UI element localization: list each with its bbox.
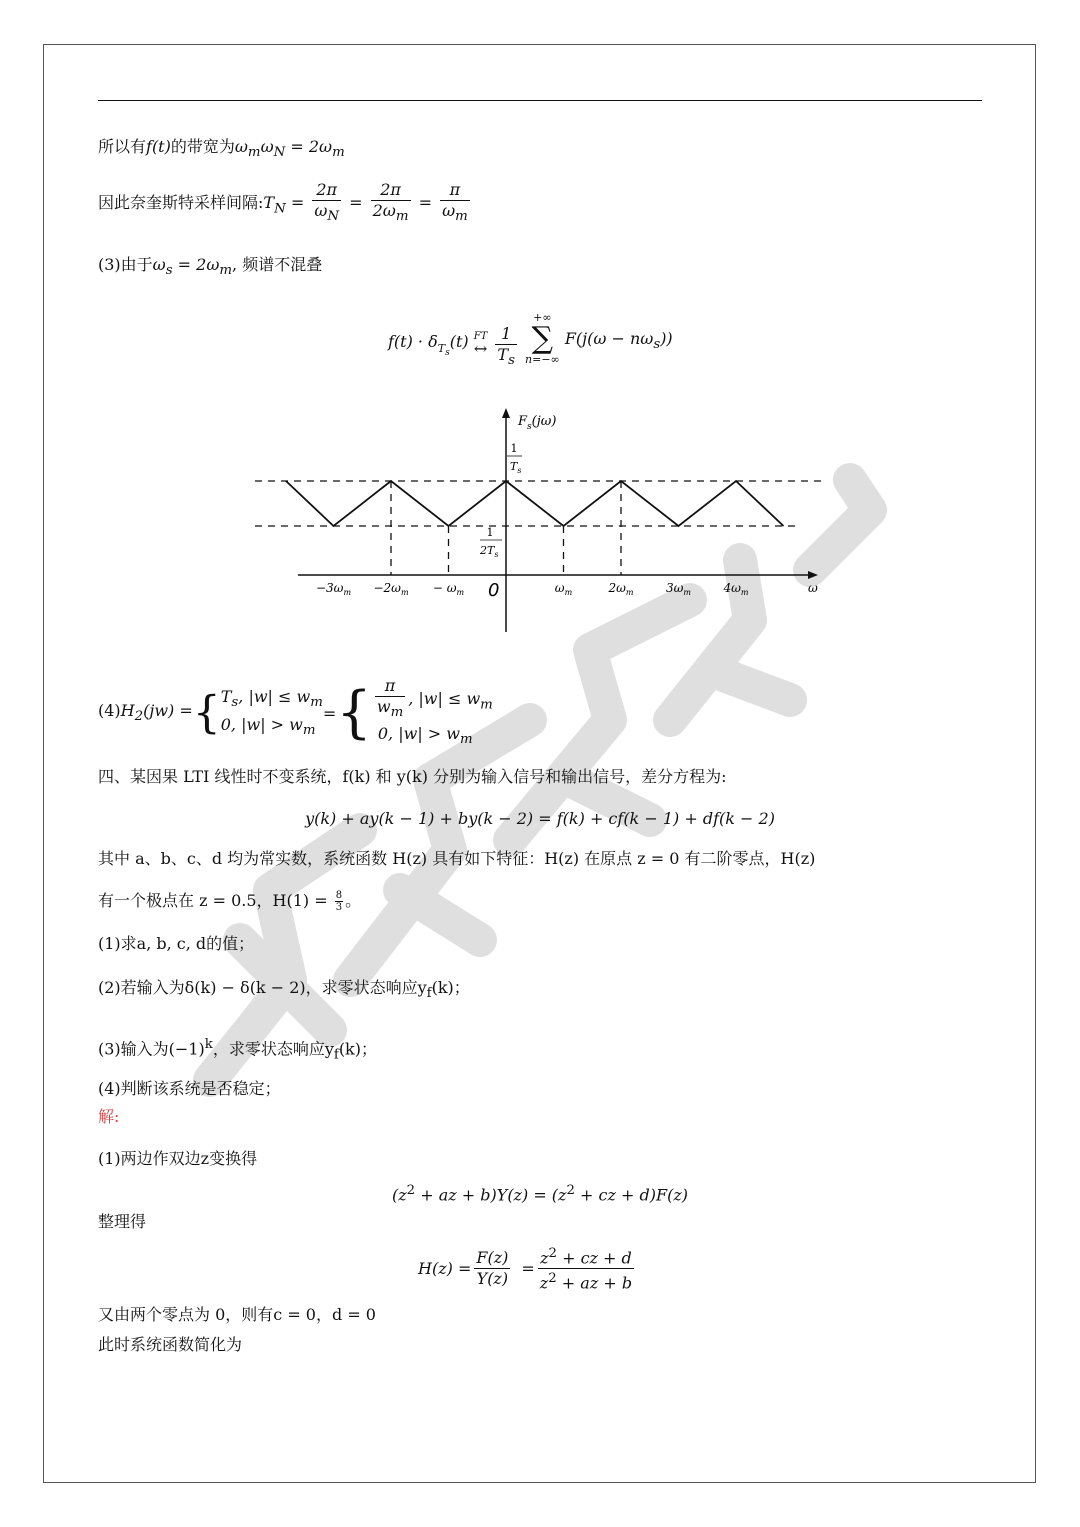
solution-step-3: 又由两个零点为 0，则有c = 0，d = 0 xyxy=(98,1305,376,1324)
question-4-part-3 xyxy=(98,1034,377,1067)
denominator: 3 xyxy=(335,902,343,913)
numerator: 8 xyxy=(335,890,343,901)
eq-sup: 2 xyxy=(566,1183,575,1198)
question-4-description-2 xyxy=(98,890,361,913)
subscript: N xyxy=(273,145,286,161)
fraction xyxy=(371,180,411,227)
math-segment: ω xyxy=(234,137,248,156)
case-row xyxy=(372,676,493,723)
subscript: s xyxy=(165,263,173,279)
math-segment: f(t) xyxy=(146,137,171,156)
equals: = xyxy=(521,1258,535,1278)
den-sub: N xyxy=(327,209,340,225)
case-sub: m xyxy=(480,697,493,713)
x-tick-label: − $\omega_m$ xyxy=(432,581,465,597)
text-segment: (3)由于 xyxy=(98,255,153,274)
y-axis-label xyxy=(517,414,556,432)
fraction xyxy=(335,890,343,913)
eq-lhs: H(z) = xyxy=(418,1258,472,1278)
math-segment: = 2ω xyxy=(172,255,220,274)
origin-label: 0 xyxy=(488,580,500,601)
x-tick-label: $4\omega_m$ xyxy=(723,581,749,597)
fraction xyxy=(375,676,405,723)
part-text: ，求零状态响应y xyxy=(212,1039,334,1059)
equals: = xyxy=(322,703,337,723)
den-main: 2T xyxy=(480,544,495,557)
eq-right-main: F(j(ω − nω xyxy=(564,328,654,348)
text-segment: 因此奈奎斯特采样间隔: xyxy=(98,193,264,213)
case-sub: m xyxy=(310,694,323,710)
x-axis-arrow-icon xyxy=(808,571,818,579)
den-main: z xyxy=(539,1273,549,1293)
denominator: Y(z) xyxy=(476,1269,509,1289)
eq-arg: (t) xyxy=(449,332,469,352)
no-aliasing-line xyxy=(98,254,322,282)
denominator xyxy=(495,345,517,371)
summation xyxy=(525,312,560,366)
top-level-numerator: 1 xyxy=(510,442,518,455)
numerator: 2π xyxy=(312,180,341,201)
sampling-equation xyxy=(388,306,673,370)
math-segment: ω xyxy=(152,255,166,274)
equals: = xyxy=(285,193,310,213)
eq-text: (z xyxy=(391,1185,407,1205)
desc-end: 。 xyxy=(345,891,362,910)
left-brace-icon: { xyxy=(336,680,372,746)
text-segment: 的带宽为 xyxy=(170,137,235,156)
x-tick-label: $-3\omega_m$ xyxy=(315,581,352,597)
numerator xyxy=(538,1244,634,1269)
spectrum-figure xyxy=(240,400,840,640)
double-arrow-icon: ↔ xyxy=(473,338,488,358)
den-sub: s xyxy=(508,353,515,369)
num-sup: 2 xyxy=(548,1246,557,1261)
equals: = xyxy=(344,193,368,213)
part-sup: k xyxy=(204,1037,213,1052)
den-sub: m xyxy=(455,209,468,225)
eq-right-close: )) xyxy=(660,328,673,348)
den-main: T xyxy=(510,460,518,473)
ylabel-main: F xyxy=(518,414,528,429)
y-axis-arrow-icon xyxy=(502,408,510,418)
eq-left xyxy=(388,331,469,363)
fraction xyxy=(440,180,470,227)
case-main: 0, |w| > w xyxy=(377,724,460,744)
nyquist-interval-line xyxy=(98,180,473,227)
denominator xyxy=(312,201,341,227)
header-rule xyxy=(98,100,982,101)
part-sub: f xyxy=(333,1047,339,1063)
mid-level-denominator xyxy=(479,544,498,559)
denominator xyxy=(440,201,470,227)
den-sub: s xyxy=(517,466,522,475)
eq-sup: 2 xyxy=(406,1183,416,1198)
subscript: m xyxy=(332,145,345,161)
top-level-denominator xyxy=(510,460,521,475)
part-text: (2)若输入为δ(k) − δ(k − 2)，求零状态响应y xyxy=(98,978,427,997)
case-sub: m xyxy=(459,732,473,748)
left-brace-icon: { xyxy=(192,687,221,739)
h2-lhs xyxy=(98,700,193,728)
desc-text: 有一个极点在 z = 0.5，H(1) = xyxy=(98,891,333,910)
h2-definition xyxy=(98,676,493,748)
difference-equation: y(k) + ay(k − 1) + by(k − 2) = f(k) + cf(k − 1) + df(k − 2) xyxy=(305,809,775,828)
equals: = xyxy=(413,193,438,213)
z-transform-equation xyxy=(0,1180,1080,1206)
denominator xyxy=(375,697,405,723)
fraction xyxy=(495,324,517,371)
case-row xyxy=(221,714,323,742)
solution-step-4: 此时系统函数简化为 xyxy=(98,1335,243,1354)
part-text: (k)； xyxy=(431,978,470,997)
question-4-description-1: 其中 a、b、c、d 均为常实数，系统函数 H(z) 具有如下特征：H(z) 在原点 z = 0 有二阶零点，H(z) xyxy=(98,849,816,868)
x-axis-label: ω xyxy=(808,581,818,595)
case-rest: , |w| ≤ w xyxy=(408,689,481,709)
numerator: 1 xyxy=(495,324,517,345)
num-rest: + cz + d xyxy=(556,1248,632,1268)
eq-text: + cz + d)F(z) xyxy=(574,1185,689,1205)
case-row xyxy=(372,723,493,751)
x-tick-label: $2\omega_m$ xyxy=(608,581,634,597)
case-main: 0, |w| > w xyxy=(220,714,303,734)
case-row xyxy=(221,686,323,714)
fraction xyxy=(538,1244,634,1294)
den-rest: + az + b xyxy=(556,1273,633,1293)
case-sub: s xyxy=(231,694,239,710)
text-segment: , 频谱不混叠 xyxy=(232,255,323,274)
den-sub: m xyxy=(395,209,409,225)
eq-right xyxy=(565,328,673,356)
ylabel-arg: (jω) xyxy=(531,414,557,429)
den-main: 2ω xyxy=(372,201,396,220)
sum-upper: +∞ xyxy=(533,310,552,324)
sigma-icon: ∑ xyxy=(531,320,554,356)
question-4-intro: 四、某因果 LTI 线性时不变系统，f(k) 和 y(k) 分别为输入信号和输出信号，差分方程为: xyxy=(98,767,727,786)
ylabel-sub: s xyxy=(527,422,532,432)
eq-text: + az + b)Y(z) = (z xyxy=(415,1185,567,1205)
ft-arrow xyxy=(474,332,488,356)
subscript: m xyxy=(247,145,261,161)
den-sub: s xyxy=(494,550,499,559)
den-sup: 2 xyxy=(548,1271,557,1287)
eq-right-sub: s xyxy=(653,336,661,352)
sum-lower: n=−∞ xyxy=(525,352,560,366)
system-function-equation xyxy=(418,1244,637,1294)
numerator: π xyxy=(440,180,470,201)
numerator: F(z) xyxy=(476,1248,509,1268)
fraction xyxy=(312,180,341,227)
answer-label: 解: xyxy=(98,1107,120,1126)
x-tick-label: $\omega_m$ xyxy=(554,581,573,597)
tick-labels xyxy=(316,581,749,597)
eq-left-sub xyxy=(437,341,450,358)
text-segment: 所以有 xyxy=(98,137,147,156)
denominator xyxy=(538,1269,634,1293)
part-label: (4) xyxy=(98,700,121,720)
num-main: z xyxy=(540,1248,549,1268)
lhs-arg: (jw) = xyxy=(143,700,193,720)
case-main: T xyxy=(220,686,232,706)
numerator: 2π xyxy=(371,180,411,201)
den-main: ω xyxy=(314,201,328,220)
math-segment: T xyxy=(263,193,275,213)
lhs-main: H xyxy=(120,700,135,720)
solution-step-2: 整理得 xyxy=(98,1212,147,1231)
math-segment: = 2ω xyxy=(285,137,333,156)
numerator: π xyxy=(375,676,405,697)
question-4-part-2 xyxy=(98,977,470,1005)
spectrum-wave xyxy=(286,481,784,526)
den-main: T xyxy=(497,345,509,364)
eq-left-main: f(t) · δ xyxy=(388,332,438,352)
bandwidth-line xyxy=(98,136,345,164)
den-main: w xyxy=(376,697,391,716)
mid-level-numerator: 1 xyxy=(486,526,494,539)
question-4-part-4: (4)判断该系统是否稳定； xyxy=(98,1079,281,1098)
solution-step-1: (1)两边作双边z变换得 xyxy=(98,1149,258,1168)
subscript: m xyxy=(219,263,233,279)
cases-column-1 xyxy=(221,686,323,742)
fraction xyxy=(474,1248,510,1289)
sub-sub: s xyxy=(445,347,450,358)
case-sub: m xyxy=(302,722,316,738)
cases-column-2 xyxy=(372,676,493,751)
x-tick-label: $3\omega_m$ xyxy=(665,581,692,597)
part-text: (3)输入为(−1) xyxy=(98,1039,205,1059)
math-segment: ω xyxy=(260,137,274,156)
den-main: ω xyxy=(442,201,456,220)
part-sub: f xyxy=(426,986,432,1002)
sub-main: T xyxy=(437,341,446,355)
part-text: (k)； xyxy=(338,1039,377,1059)
case-rest: , |w| ≤ w xyxy=(238,686,311,706)
question-4-part-1: (1)求a, b, c, d的值； xyxy=(98,934,255,953)
ft-label: FT xyxy=(473,330,488,342)
lhs-sub: 2 xyxy=(134,708,144,724)
x-tick-label: $-2\omega_m$ xyxy=(373,581,409,597)
denominator xyxy=(371,201,411,227)
den-sub: m xyxy=(390,705,404,721)
subscript: N xyxy=(274,201,286,217)
